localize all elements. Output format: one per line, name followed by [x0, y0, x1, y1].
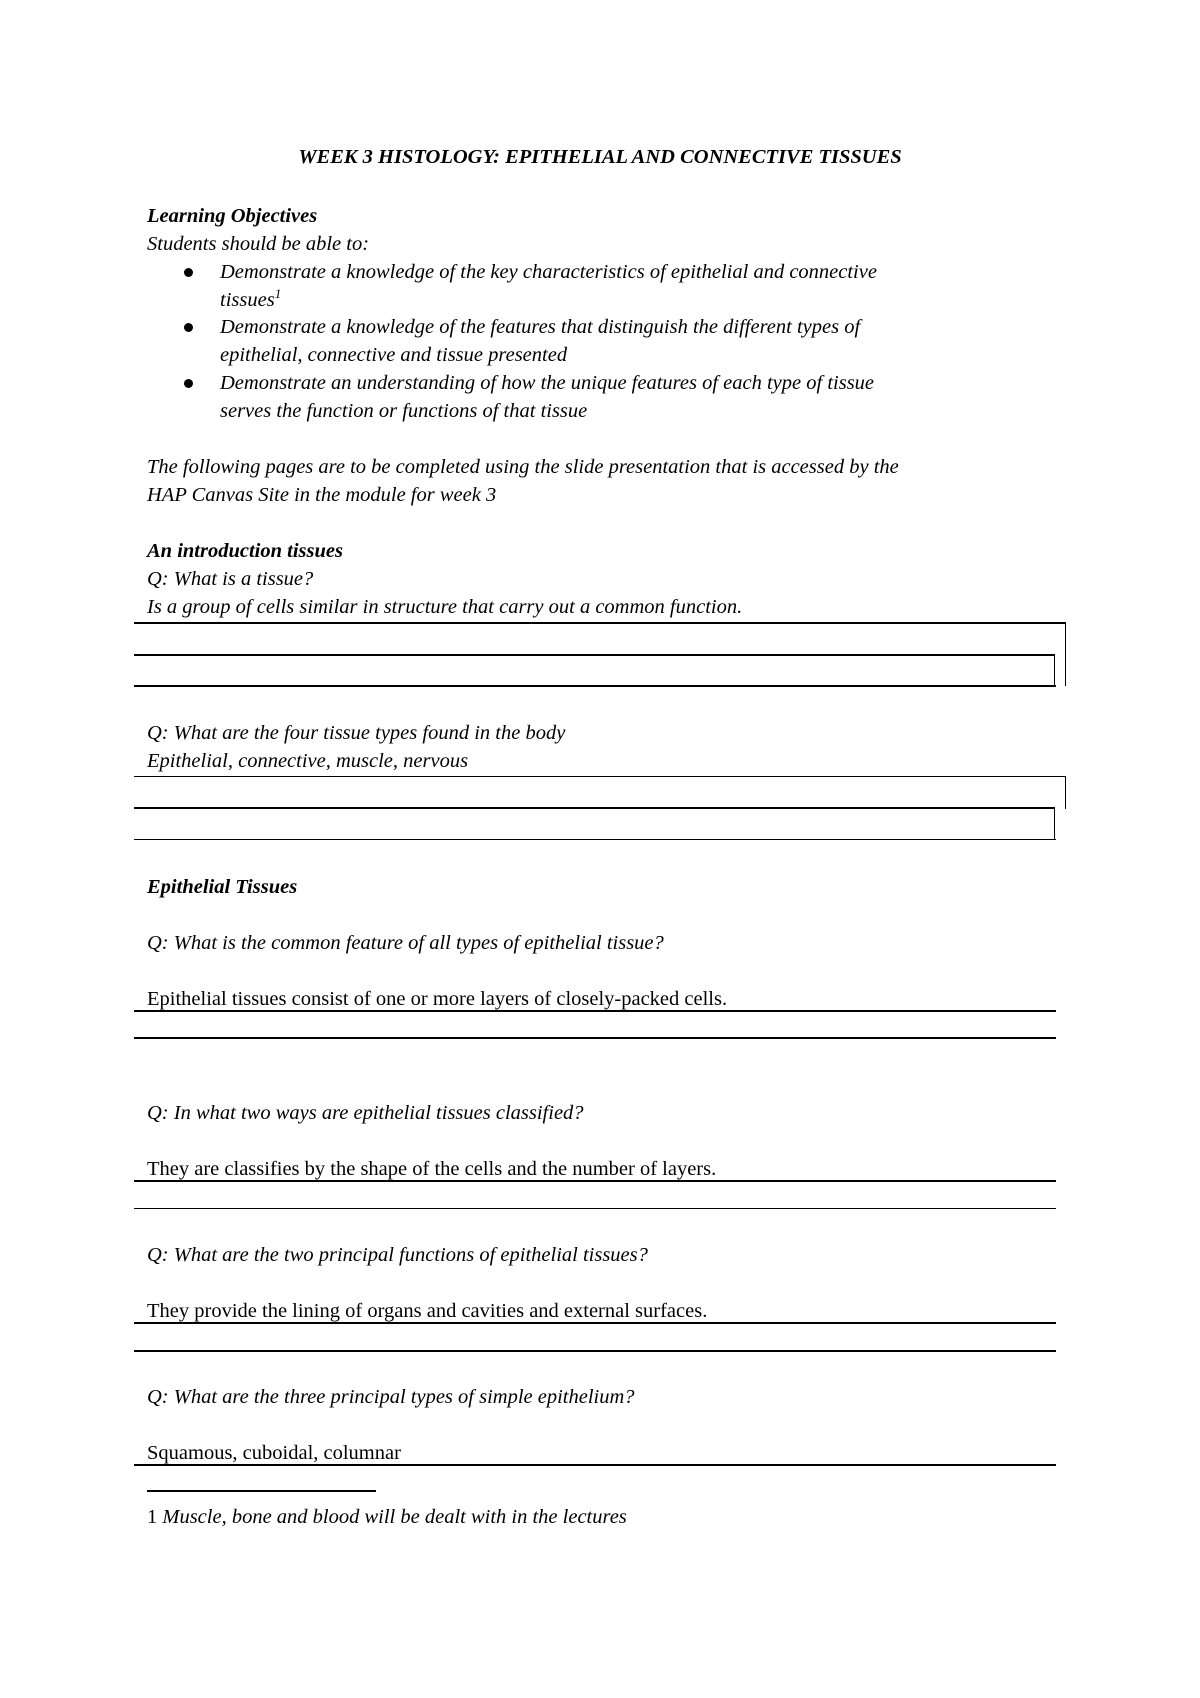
- answer-line: [134, 1322, 1056, 1324]
- answer-functions[interactable]: They provide the lining of organs and cavities and external surfaces.: [147, 1300, 708, 1322]
- answer-four-tissue-types[interactable]: Epithelial, connective, muscle, nervous: [147, 750, 469, 772]
- objective-item-3-line1: Demonstrate an understanding of how the unique features of each type of tissue: [220, 372, 875, 394]
- question-functions: Q: What are the two principal functions of epithelial tissues?: [147, 1244, 648, 1266]
- instructions-line2: HAP Canvas Site in the module for week 3: [147, 484, 497, 506]
- text-box-border: [1065, 776, 1066, 809]
- objectives-heading: Learning Objectives: [147, 205, 318, 227]
- answer-common-feature[interactable]: Epithelial tissues consist of one or more layers of closely-packed cells.: [147, 988, 728, 1010]
- question-four-tissue-types: Q: What are the four tissue types found in the body: [147, 722, 566, 744]
- footnote-separator: [147, 1490, 376, 1492]
- answer-line: [134, 622, 1066, 624]
- answer-line: [134, 776, 1066, 777]
- instructions-line1: The following pages are to be completed using the slide presentation that is accessed by the: [147, 456, 899, 478]
- question-what-is-tissue: Q: What is a tissue?: [147, 568, 314, 590]
- answer-classification[interactable]: They are classifies by the shape of the cells and the number of layers.: [147, 1158, 717, 1180]
- epithelial-heading: Epithelial Tissues: [147, 876, 298, 898]
- answer-line: [134, 654, 1055, 656]
- footnote-text: Muscle, bone and blood will be dealt with in the lectures: [162, 1506, 627, 1528]
- objective-item-2-line1: Demonstrate a knowledge of the features that distinguish the different types of: [220, 316, 861, 338]
- bullet-icon: [184, 268, 193, 277]
- objective-item-1-line1: Demonstrate a knowledge of the key characteristics of epithelial and connective: [220, 261, 877, 283]
- question-simple-epithelium: Q: What are the three principal types of simple epithelium?: [147, 1386, 635, 1408]
- text-box-border: [1065, 622, 1066, 686]
- objective-item-3-line2: serves the function or functions of that tissue: [220, 400, 588, 422]
- answer-line: [134, 839, 1056, 840]
- objective-item-2-line2: epithelial, connective and tissue presented: [220, 344, 568, 366]
- answer-line: [134, 1208, 1056, 1209]
- answer-line: [134, 1010, 1056, 1012]
- answer-simple-epithelium[interactable]: Squamous, cuboidal, columnar: [147, 1442, 401, 1464]
- bullet-icon: [184, 379, 193, 388]
- intro-heading: An introduction tissues: [147, 540, 343, 562]
- objectives-intro: Students should be able to:: [147, 233, 370, 255]
- footnote: [147, 1503, 627, 1531]
- footnote-ref: 1: [274, 286, 282, 302]
- answer-line: [134, 1350, 1056, 1352]
- answer-line: [134, 685, 1056, 687]
- question-classification: Q: In what two ways are epithelial tissues classified?: [147, 1102, 584, 1124]
- answer-line: [134, 1037, 1056, 1039]
- text-box-border: [1054, 807, 1055, 840]
- footnote-number: 1: [147, 1506, 158, 1528]
- text-box-border: [1054, 654, 1055, 687]
- answer-what-is-tissue[interactable]: Is a group of cells similar in structure that carry out a common function.: [147, 596, 743, 618]
- answer-line: [134, 1464, 1056, 1466]
- answer-line: [134, 1180, 1056, 1182]
- objective-item-1-line2: tissues$^1$: [220, 286, 282, 311]
- bullet-icon: [184, 323, 193, 332]
- answer-line: [134, 807, 1055, 809]
- page-title: WEEK 3 HISTOLOGY: EPITHELIAL AND CONNECTIVE TISSUES: [298, 146, 902, 168]
- question-common-feature: Q: What is the common feature of all types of epithelial tissue?: [147, 932, 664, 954]
